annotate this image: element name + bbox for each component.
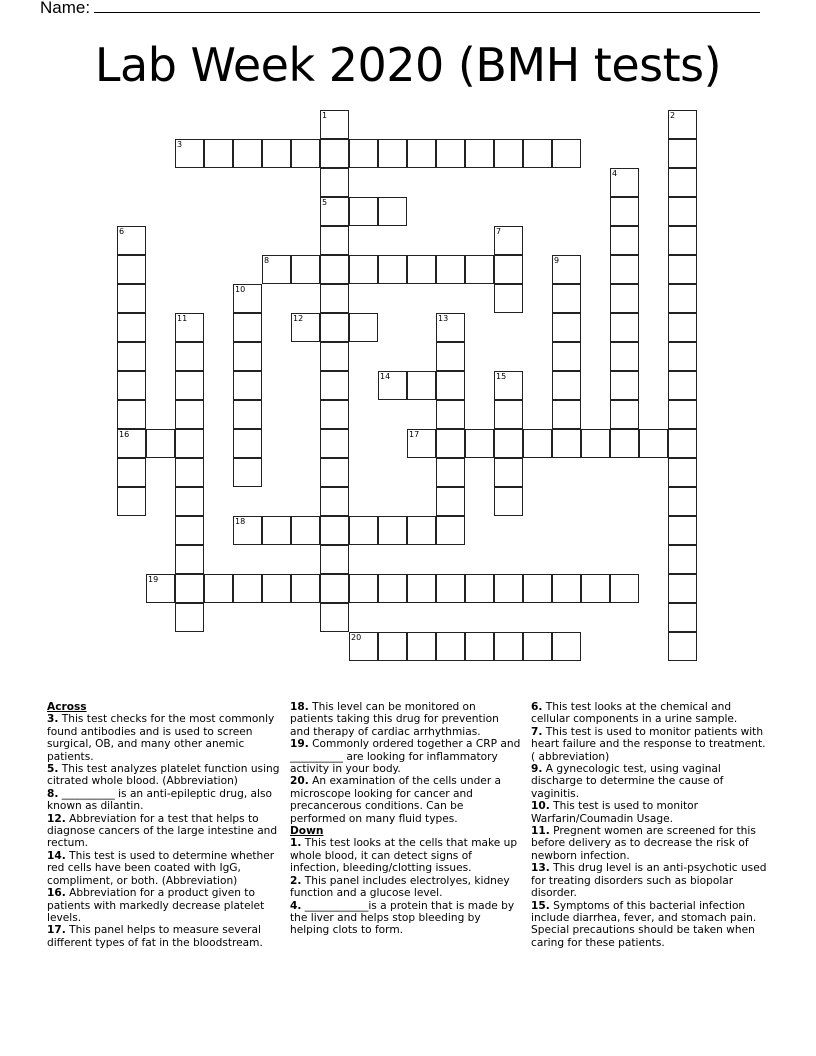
clue-number: 4. [290,899,302,912]
clue-down-item [531,763,771,800]
clue-across-item [47,813,285,850]
clue-text: Commonly ordered together a CRP and __________ are looking for inflammatory activity in your body. [290,738,521,776]
grid-cell[interactable] [436,400,465,429]
grid-cell[interactable] [668,313,697,342]
grid-cell[interactable] [552,632,581,661]
grid-cell[interactable] [494,226,523,255]
clue-number: 16. [47,887,66,900]
grid-cell[interactable] [668,371,697,400]
grid-cell[interactable] [117,487,146,516]
grid-cell[interactable] [436,458,465,487]
grid-cell[interactable] [610,226,639,255]
grid-cell[interactable] [320,429,349,458]
grid-cell[interactable] [349,139,378,168]
grid-cell[interactable] [494,371,523,400]
grid-cell[interactable] [233,139,262,168]
grid-cell[interactable] [349,632,378,661]
grid-cell[interactable] [639,429,668,458]
grid-cell[interactable] [668,168,697,197]
clue-number: 8 [264,256,270,265]
grid-cell[interactable] [349,255,378,284]
clue-text: This test is used to determine whether red cells have been coated with IgG, compliment, or both. (Abbreviation) [47,849,275,887]
grid-cell[interactable] [175,458,204,487]
clue-down-item [531,726,771,763]
clue-down-item [290,900,522,937]
grid-cell[interactable] [668,574,697,603]
grid-cell[interactable] [668,458,697,487]
grid-cell[interactable] [436,255,465,284]
grid-cell[interactable] [523,574,552,603]
clue-across-item [47,788,285,813]
grid-cell[interactable] [291,139,320,168]
clue-number: 7. [531,725,543,738]
grid-cell[interactable] [320,168,349,197]
grid-cell[interactable] [436,516,465,545]
grid-cell[interactable] [320,603,349,632]
clue-number: 12. [47,812,66,825]
grid-cell[interactable] [668,400,697,429]
grid-cell[interactable] [175,429,204,458]
grid-cell[interactable] [668,255,697,284]
clue-number: 5. [47,763,59,776]
clue-number: 7 [496,227,502,236]
grid-cell[interactable] [146,574,175,603]
grid-cell[interactable] [262,139,291,168]
grid-cell[interactable] [581,429,610,458]
clue-number: 3. [47,713,59,726]
clue-text: This drug level is an anti-psychotic used for treating disorders such as biopolar disorder. [531,862,767,900]
grid-cell[interactable] [610,168,639,197]
grid-cell[interactable] [494,255,523,284]
grid-cell[interactable] [668,342,697,371]
across-heading: Across [47,701,87,713]
clues-column-3 [531,701,771,949]
clue-text: A gynecologic test, using vaginal discharge to determine the cause of vaginitis. [531,763,724,800]
grid-cell[interactable] [552,342,581,371]
grid-cell[interactable] [233,458,262,487]
clue-text: __________ is an anti-epileptic drug, also known as dilantin. [47,787,272,813]
clue-number: 11. [531,825,550,838]
clue-number: 20. [290,775,309,788]
grid-cell[interactable] [465,632,494,661]
grid-cell[interactable] [320,516,349,545]
grid-cell[interactable] [320,110,349,139]
grid-cell[interactable] [436,632,465,661]
grid-cell[interactable] [494,632,523,661]
grid-cell[interactable] [233,313,262,342]
grid-cell[interactable] [610,342,639,371]
grid-cell[interactable] [233,574,262,603]
clue-text: An examination of the cells under a microscope looking for cancer and precancerous conditions. Can be performed on many fluid types. [290,775,502,825]
clue-text: This test is used to monitor patients with heart failure and the response to treatment. ( abbreviation) [531,725,766,763]
down-heading: Down [290,825,324,838]
grid-cell[interactable] [552,574,581,603]
grid-cell[interactable] [117,342,146,371]
clue-text: Symptoms of this bacterial infection include diarrhea, fever, and stomach pain. Special precautions should be taken when caring for these patients. [531,899,757,949]
grid-cell[interactable] [668,110,697,139]
grid-cell[interactable] [175,400,204,429]
clue-number: 17. [47,924,66,937]
grid-cell[interactable] [668,226,697,255]
grid-cell[interactable] [465,255,494,284]
clue-number: 19 [148,575,159,584]
grid-cell[interactable] [523,429,552,458]
clue-number: 19. [290,738,309,751]
clue-across-item [47,763,285,788]
grid-cell[interactable] [552,400,581,429]
clue-number: 11 [177,314,188,323]
clue-number: 20 [351,633,362,642]
grid-cell[interactable] [436,429,465,458]
clue-number: 4 [612,169,618,178]
clue-text: Abbreviation for a test that helps to diagnose cancers of the large intestine and rectum. [47,812,278,850]
grid-cell[interactable] [146,429,175,458]
grid-cell[interactable] [320,197,349,226]
grid-cell[interactable] [233,429,262,458]
grid-cell[interactable] [175,139,204,168]
grid-cell[interactable] [465,139,494,168]
clue-across-item [290,775,522,825]
clue-text: This test is used to monitor Warfarin/Coumadin Usage. [531,800,699,825]
grid-cell[interactable] [233,371,262,400]
grid-cell[interactable] [668,545,697,574]
clue-number: 13 [438,314,449,323]
clue-number: 3 [177,140,183,149]
clue-text: This test analyzes platelet function using citrated whole blood. (Abbreviation) [47,763,280,788]
clue-text: ____________is a protein that is made by the liver and helps stop bleeding by helping clots to form. [290,899,515,937]
clue-down-item [290,837,522,874]
grid-cell[interactable] [407,632,436,661]
grid-cell[interactable] [320,313,349,342]
grid-cell[interactable] [378,139,407,168]
clue-number: 14. [47,849,66,862]
grid-cell[interactable] [349,197,378,226]
clue-number: 2. [290,874,302,887]
clue-number: 16 [119,430,130,439]
grid-cell[interactable] [117,284,146,313]
grid-cell[interactable] [349,574,378,603]
grid-cell[interactable] [436,313,465,342]
grid-cell[interactable] [233,400,262,429]
grid-cell[interactable] [668,429,697,458]
clue-number: 15. [531,899,550,912]
grid-cell[interactable] [494,139,523,168]
clue-across-item [47,850,285,887]
grid-cell[interactable] [291,516,320,545]
grid-cell[interactable] [668,197,697,226]
grid-cell[interactable] [668,284,697,313]
grid-cell[interactable] [320,458,349,487]
grid-cell[interactable] [378,574,407,603]
clue-number: 1 [322,111,328,120]
grid-cell[interactable] [320,487,349,516]
clue-number: 8. [47,787,59,800]
clue-number: 5 [322,198,328,207]
grid-cell[interactable] [610,429,639,458]
grid-cell[interactable] [117,458,146,487]
grid-cell[interactable] [117,226,146,255]
clue-text: This test looks at the chemical and cellular components in a urine sample. [531,701,738,726]
clue-number: 15 [496,372,507,381]
grid-cell[interactable] [407,574,436,603]
grid-cell[interactable] [175,342,204,371]
grid-cell[interactable] [436,139,465,168]
grid-cell[interactable] [320,342,349,371]
grid-cell[interactable] [175,603,204,632]
grid-cell[interactable] [610,371,639,400]
clue-text: This test checks for the most commonly found antibodies and is used to screen surgical, OB, and many other anemic patients. [47,713,275,763]
clue-text: This panel includes electrolyes, kidney function and a glucose level. [290,874,510,900]
grid-cell[interactable] [581,574,610,603]
clue-down-item [531,900,771,950]
grid-cell[interactable] [204,574,233,603]
grid-cell[interactable] [175,487,204,516]
grid-cell[interactable] [436,342,465,371]
clue-number: 17 [409,430,420,439]
grid-cell[interactable] [117,429,146,458]
grid-cell[interactable] [407,429,436,458]
clue-number: 18. [290,701,309,713]
clue-across-item [290,738,522,775]
grid-cell[interactable] [117,313,146,342]
clue-number: 12 [293,314,304,323]
clue-number: 6. [531,701,543,713]
clue-text: This level can be monitored on patients taking this drug for prevention and therapy of cardiac arrhythmias. [290,701,499,738]
clue-down-item [531,701,771,726]
grid-cell[interactable] [117,371,146,400]
clue-number: 1. [290,837,302,850]
grid-cell[interactable] [465,429,494,458]
grid-cell[interactable] [407,139,436,168]
clue-down-item [531,800,771,825]
grid-cell[interactable] [378,255,407,284]
grid-cell[interactable] [407,371,436,400]
grid-cell[interactable] [320,284,349,313]
grid-cell[interactable] [378,371,407,400]
grid-cell[interactable] [552,429,581,458]
grid-cell[interactable] [204,139,233,168]
grid-cell[interactable] [262,255,291,284]
grid-cell[interactable] [610,255,639,284]
grid-cell[interactable] [117,400,146,429]
grid-cell[interactable] [291,255,320,284]
grid-cell[interactable] [175,516,204,545]
grid-cell[interactable] [320,139,349,168]
grid-cell[interactable] [407,516,436,545]
grid-cell[interactable] [291,313,320,342]
grid-cell[interactable] [610,574,639,603]
grid-cell[interactable] [320,226,349,255]
grid-cell[interactable] [610,197,639,226]
grid-cell[interactable] [494,400,523,429]
grid-cell[interactable] [175,313,204,342]
grid-cell[interactable] [552,284,581,313]
grid-cell[interactable] [175,574,204,603]
grid-cell[interactable] [320,371,349,400]
clue-text: Pregnent women are screened for this before delivery as to decrease the risk of newborn infection. [531,825,756,862]
grid-cell[interactable] [378,516,407,545]
grid-cell[interactable] [523,632,552,661]
grid-cell[interactable] [494,429,523,458]
grid-cell[interactable] [610,400,639,429]
grid-cell[interactable] [262,574,291,603]
grid-cell[interactable] [407,255,436,284]
grid-cell[interactable] [378,632,407,661]
clue-number: 10. [531,800,550,813]
clue-text: Abbreviation for a product given to patients with markedly decrease platelet levels. [47,887,265,924]
grid-cell[interactable] [552,313,581,342]
grid-cell[interactable] [117,255,146,284]
clue-number: 13. [531,862,550,875]
grid-cell[interactable] [320,574,349,603]
clues-column-1 [47,701,285,949]
grid-cell[interactable] [436,574,465,603]
grid-cell[interactable] [523,139,552,168]
grid-cell[interactable] [378,197,407,226]
grid-cell[interactable] [320,255,349,284]
clue-down-item [290,875,522,900]
grid-cell[interactable] [233,342,262,371]
grid-cell[interactable] [233,516,262,545]
grid-cell[interactable] [465,574,494,603]
grid-cell[interactable] [291,574,320,603]
grid-cell[interactable] [262,516,291,545]
puzzle-title: Lab Week 2020 (BMH tests) [94,38,722,92]
grid-cell[interactable] [552,139,581,168]
grid-cell[interactable] [610,313,639,342]
clue-down-item [531,862,771,899]
grid-cell[interactable] [552,255,581,284]
clue-number: 18 [235,517,246,526]
grid-cell[interactable] [494,487,523,516]
clue-number: 9 [554,256,560,265]
grid-cell[interactable] [610,284,639,313]
grid-cell[interactable] [233,284,262,313]
grid-cell[interactable] [668,603,697,632]
grid-cell[interactable] [494,284,523,313]
clue-number: 2 [670,111,676,120]
grid-cell[interactable] [349,516,378,545]
grid-cell[interactable] [552,371,581,400]
grid-cell[interactable] [436,371,465,400]
clue-text: This test looks at the cells that make up whole blood, it can detect signs of infection, bleeding/clotting issues. [290,837,518,875]
grid-cell[interactable] [494,458,523,487]
grid-cell[interactable] [320,545,349,574]
name-label: Name: [40,0,91,17]
grid-cell[interactable] [668,632,697,661]
grid-cell[interactable] [668,139,697,168]
grid-cell[interactable] [320,400,349,429]
clue-across-item [290,701,522,738]
grid-cell[interactable] [494,574,523,603]
grid-cell[interactable] [175,371,204,400]
clue-number: 10 [235,285,246,294]
clue-text: This panel helps to measure several different types of fat in the bloodstream. [47,924,263,949]
clue-number: 9. [531,763,543,776]
grid-cell[interactable] [175,545,204,574]
clue-across-item [47,887,285,924]
clue-number: 14 [380,372,391,381]
clue-across-item [47,924,285,949]
clue-across-item [47,713,285,763]
clue-number: 6 [119,227,125,236]
grid-cell[interactable] [349,313,378,342]
grid-cell[interactable] [436,487,465,516]
clue-down-item [531,825,771,862]
grid-cell[interactable] [668,487,697,516]
clues-column-2 [290,701,522,937]
grid-cell[interactable] [668,516,697,545]
